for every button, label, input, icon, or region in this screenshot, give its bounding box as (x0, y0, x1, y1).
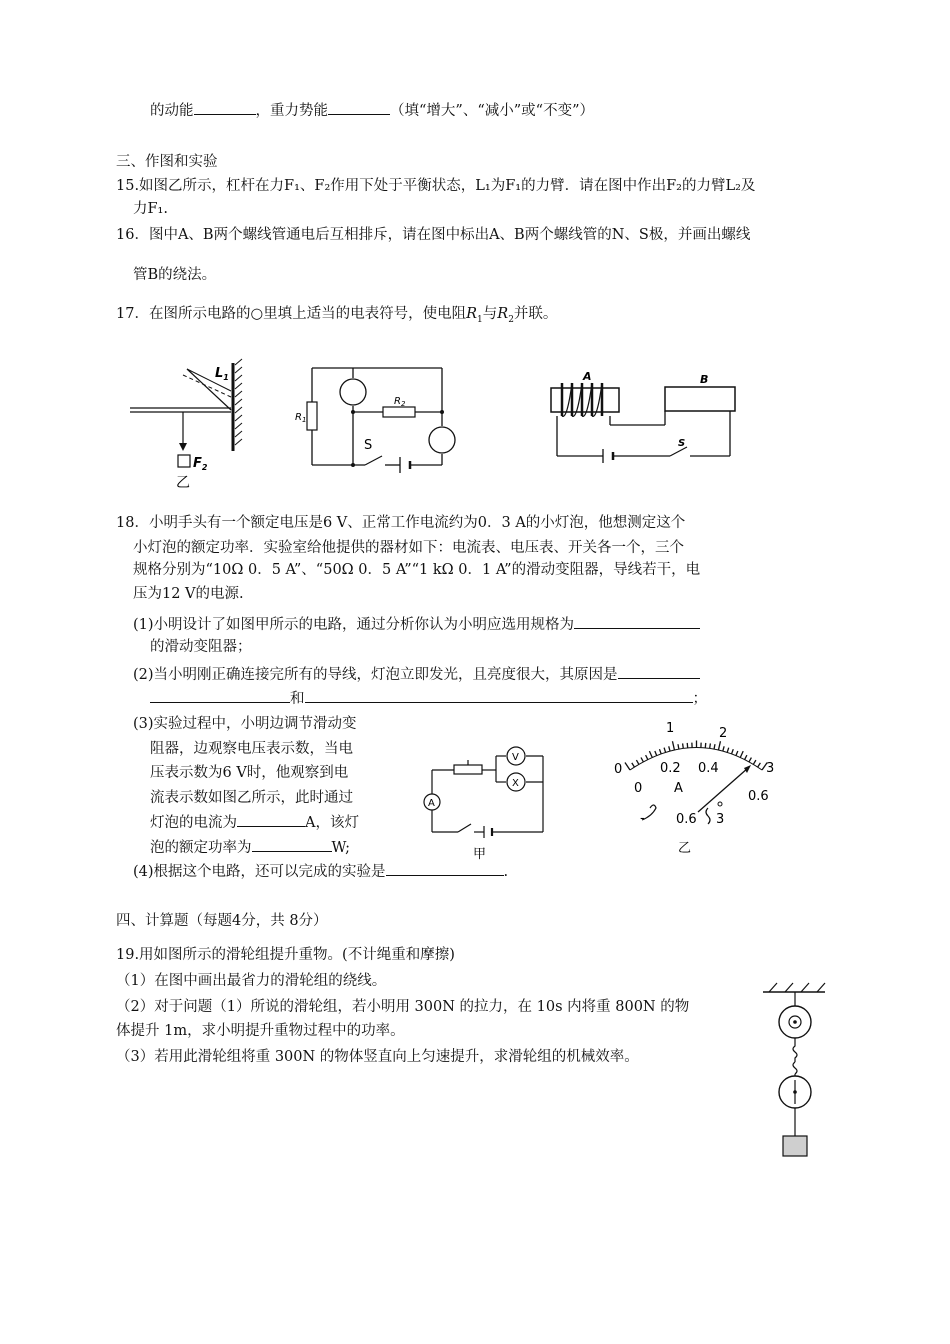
q16-line-2: 管B的绕法。 (133, 267, 217, 283)
solenoid-figure (545, 370, 745, 465)
x-label: X (512, 778, 519, 789)
hook-upper (793, 1038, 797, 1062)
solenoid-b (665, 387, 735, 411)
label-b: B (700, 373, 709, 386)
q19-part-3: （3）若用此滑轮组将重 300N 的物体竖直向上匀速提升，求滑轮组的机械效率。 (116, 1049, 639, 1065)
q18-part-3-l2: 阻器，边观察电压表示数，当电 (150, 741, 353, 757)
rheostat (454, 765, 482, 774)
dial-tick (636, 760, 639, 764)
ammeter-caption: 乙 (678, 841, 692, 856)
tick-0-6: 0.6 (748, 789, 769, 804)
dial-tick (655, 751, 657, 756)
lever-caption: 乙 (176, 475, 190, 491)
dial-tick (710, 743, 711, 748)
dial-tick (632, 763, 635, 767)
unit-a: A (674, 781, 683, 796)
s-label: S (364, 438, 373, 453)
q19-part-2b: 体提升 1m，求小明提升重物过程中的功率。 (116, 1023, 405, 1039)
answer-blank[interactable] (386, 861, 504, 876)
q15-line-1: 15.如图乙所示，杠杆在力F₁、F₂作用下处于平衡状态，L₁为F₁的力臂．请在图中作出F₂的力臂L₂及 (116, 178, 756, 194)
answer-blank[interactable] (194, 100, 256, 115)
dial-tick (683, 743, 684, 748)
ammeter-dial (612, 720, 787, 860)
label-a: A (583, 370, 592, 383)
q18-part-1b: 的滑动变阻器； (150, 639, 252, 655)
r2-resistor (383, 407, 415, 417)
tick-1: 1 (666, 721, 675, 736)
r1-label: $R_1$ (295, 412, 307, 424)
tick-0-4: 0.4 (698, 761, 719, 776)
dial-tick (736, 751, 738, 756)
answer-blank[interactable] (305, 688, 693, 703)
a-label: A (428, 798, 435, 809)
dial-tick (678, 744, 679, 749)
label-s: S (678, 438, 686, 449)
dial-tick (641, 757, 643, 761)
switch (365, 456, 382, 465)
answer-blank[interactable] (237, 812, 305, 827)
pulley-figure (755, 980, 835, 1160)
meter-circle-1[interactable] (340, 379, 366, 405)
tick-2: 2 (719, 726, 728, 741)
weight-box (178, 455, 190, 467)
dial-tick (753, 760, 756, 764)
jia-caption: 甲 (473, 847, 487, 862)
q18-part-3-l5: 灯泡的电流为 A，该灯 (150, 812, 359, 833)
lever-figure (125, 355, 255, 491)
q14-tail (150, 100, 594, 121)
terminal-3: 3 (716, 812, 725, 827)
f2-label: $F_2$ (193, 456, 208, 472)
dial-tick (625, 763, 630, 770)
q14-text-1: 的动能 (150, 103, 194, 119)
q17-line: 17．在图所示电路的○里填上适当的电表符号，使电阻$R_1$与$R_2$并联。 (116, 306, 558, 325)
switch (458, 824, 471, 832)
q16-line-1: 16．图中A、B两个螺线管通电后互相排斥，请在图中标出A、B两个螺线管的N、S极，并画出螺线 (116, 227, 751, 243)
dial-tick (732, 749, 734, 754)
tick-0-bottom: 0 (634, 781, 643, 796)
tick-0-top: 0 (614, 762, 623, 777)
q18-line-4: 压为12 V的电源. (133, 586, 244, 602)
q18-part-4: (4)根据这个电路，还可以完成的实验是 . (133, 861, 508, 882)
dial-tick (758, 763, 761, 767)
answer-blank[interactable] (618, 664, 700, 679)
q19-line-1: 19.用如图所示的滑轮组提升重物。(不计绳重和摩擦) (116, 947, 455, 963)
q18-part-2: (2)当小明刚正确连接完所有的导线，灯泡立即发光，且亮度很大，其原因是 (133, 664, 700, 685)
dial-tick (672, 741, 674, 750)
dial-ticks (625, 741, 767, 771)
l1-label: $L_1$ (215, 366, 229, 382)
section-4-title: 四、计算题（每题4分，共 8分） (116, 913, 328, 929)
q17-circuit (290, 360, 460, 475)
answer-blank[interactable] (574, 614, 700, 629)
q19-part-1: （1）在图中画出最省力的滑轮组的绕线。 (116, 973, 387, 989)
dial-tick (740, 751, 743, 757)
dial-tick (727, 748, 729, 753)
q18-part-3-l6: 泡的额定功率为 W; (150, 837, 350, 858)
q18-line-2: 小灯泡的额定功率．实验室给他提供的器材如下：电流表、电压表、开关各一个，三个 (133, 540, 684, 556)
dial-tick (669, 746, 670, 751)
v-label: V (512, 752, 519, 763)
q18-part-3-l1: (3)实验过程中，小明边调节滑动变 (133, 716, 357, 732)
dial-tick (664, 748, 666, 753)
dial-tick (646, 755, 648, 759)
dial-tick (723, 746, 724, 751)
q19-part-2a: （2）对于问题（1）所说的滑轮组，若小明用 300N 的拉力，在 10s 内将重 800N 的物 (116, 999, 690, 1015)
section-3-title: 三、作图和实验 (116, 154, 218, 170)
terminal-0-6: 0.6 (676, 812, 697, 827)
answer-blank[interactable] (252, 837, 332, 852)
q14-text-2: ，重力势能 (255, 103, 328, 119)
q18-part-2b: 和 ； (150, 688, 707, 709)
r2-label: $R_2$ (394, 396, 406, 408)
q18-part-3-l4: 流表示数如图乙所示，此时通过 (150, 790, 353, 806)
dial-tick (718, 741, 720, 750)
terminal-minus: - (640, 811, 645, 826)
q18-line-3: 规格分别为“10Ω 0．5 A”、“50Ω 0．5 A”“1 kΩ 0．1 A”的滑动变阻器，导线若干，电 (133, 562, 701, 578)
q15-line-2: 力F₁. (133, 201, 168, 217)
meter-circle-2[interactable] (429, 427, 455, 453)
load-block (783, 1136, 807, 1156)
dial-tick (745, 755, 747, 759)
q18-part-3-l3: 压表示数为6 V时，他观察到电 (150, 765, 349, 781)
dial-tick (659, 749, 661, 754)
tick-0-2: 0.2 (660, 761, 681, 776)
dial-tick (749, 758, 751, 762)
q18-line-1: 18．小明手头有一个额定电压是6 V、正常工作电流约为0．3 A的小灯泡，他想测定这个 (116, 515, 686, 531)
dial-tick (714, 744, 715, 749)
r1-resistor (307, 402, 317, 430)
q14-text-3: （填“增大”、“减小”或“不变”） (390, 103, 594, 119)
dial-tick (649, 751, 652, 757)
jia-circuit (418, 742, 553, 862)
q18-part-1: (1)小明设计了如图甲所示的电路，通过分析你认为小明应选用规格为 (133, 614, 700, 635)
answer-blank[interactable] (150, 688, 290, 703)
answer-blank[interactable] (328, 100, 390, 115)
tick-3: 3 (766, 761, 775, 776)
